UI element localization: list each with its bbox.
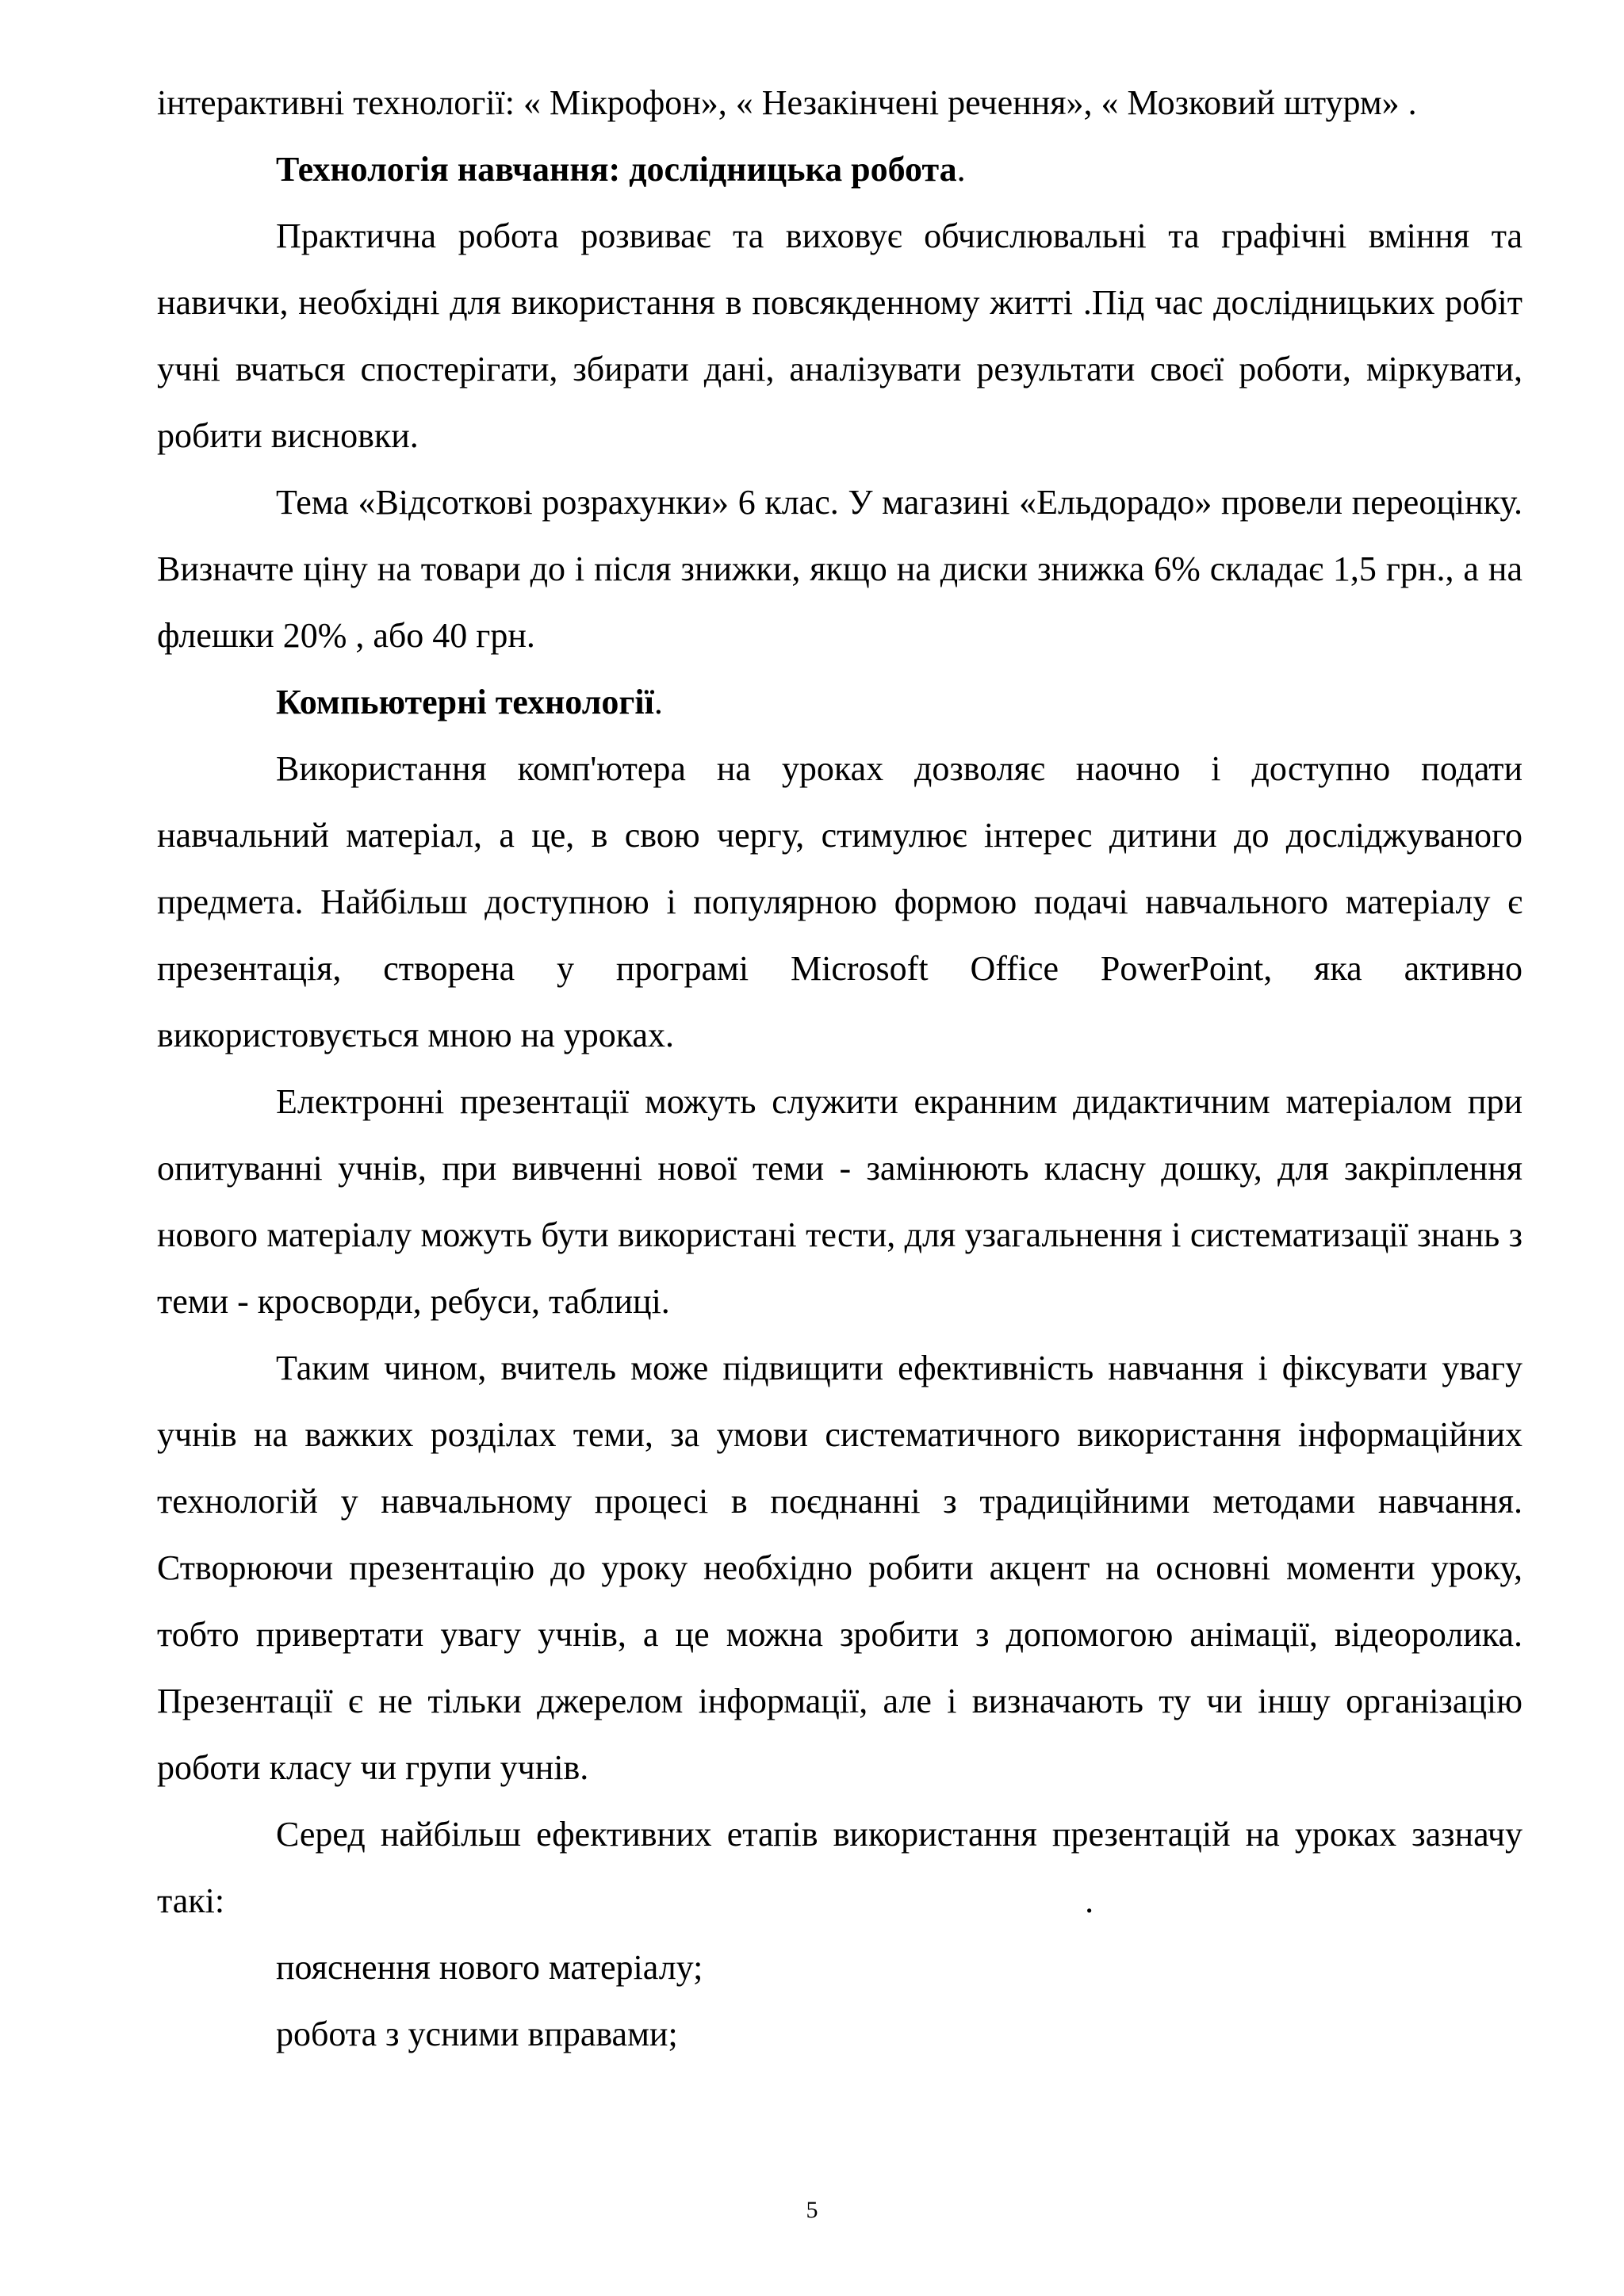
computer-usage-paragraph: Використання комп'ютера на уроках дозволяє наочно і доступно подати навчальний матеріал, а це, в свою чергу, стимулює інтерес дитини до досліджуваного предмета. Найбільш доступною і популярною формою подачі навчального матеріалу є презентація, створена у програмі Microsoft Office PowerPoint, яка активно використовується мною на уроках.: [157, 749, 1522, 1054]
percent-task-paragraph: Тема «Відсоткові розрахунки» 6 клас. У магазині «Ельдорадо» провели переоцінку. Визначте ціну на товари до і після знижки, якщо на диски знижка 6% складає 1,5 грн., а на флешки 20% , або 40 грн.: [157, 483, 1522, 655]
intro-paragraph: інтерактивні технології: « Мікрофон», « Незакінчені речення», « Мозковий штурм» .: [157, 83, 1417, 122]
heading-computer-text: Компьютерні технології: [276, 683, 654, 721]
page-body: [157, 70, 1522, 2068]
presentations-paragraph: Електронні презентації можуть служити екранним дидактичним матеріалом при опитуванні учнів, при вивченні нової теми - замінюють класну дошку, для закріплення нового матеріалу можуть бути використані тести, для узагальнення і систематизації знань з теми - кросворди, ребуси, таблиці.: [157, 1082, 1522, 1321]
list-item: робота з усними вправами;: [276, 2015, 678, 2053]
practical-work-paragraph: Практична робота розвиває та виховує обчислювальні та графічні вміння та навички, необхідні для використання в повсякденному житті .Під час дослідницьких робіт учні вчаться спостерігати, збирати дані, аналізувати результати своєї роботи, міркувати, робити висновки.: [157, 216, 1522, 455]
heading-research-text: Технологія навчання: дослідницька робота: [276, 150, 957, 189]
heading-research-period: .: [956, 150, 966, 189]
stages-stray-period: .: [1085, 1881, 1094, 1920]
page-number: 5: [806, 2197, 818, 2223]
heading-research: [157, 136, 1522, 203]
conclusion-paragraph: Таким чином, вчитель може підвищити ефективність навчання і фіксувати увагу учнів на важких розділах теми, за умови систематичного використання інформаційних технологій у навчальному процесі в поєднанні з традиційними методами навчання. Створюючи презентацію до уроку необхідно робити акцент на основні моменти уроку, тобто привертати увагу учнів, а це можна зробити з допомогою анімації, відеоролика. Презентації є не тільки джерелом інформації, але і визначають ту чи іншу організацію роботи класу чи групи учнів.: [157, 1349, 1522, 1787]
heading-computer-period: .: [653, 683, 663, 721]
stages-paragraph: [157, 1801, 1522, 1934]
heading-computer: [157, 669, 1522, 736]
list-item: пояснення нового матеріалу;: [276, 1948, 703, 1987]
stages-text: Серед найбільш ефективних етапів використання презентацій на уроках зазначу такі:: [157, 1815, 1522, 1920]
